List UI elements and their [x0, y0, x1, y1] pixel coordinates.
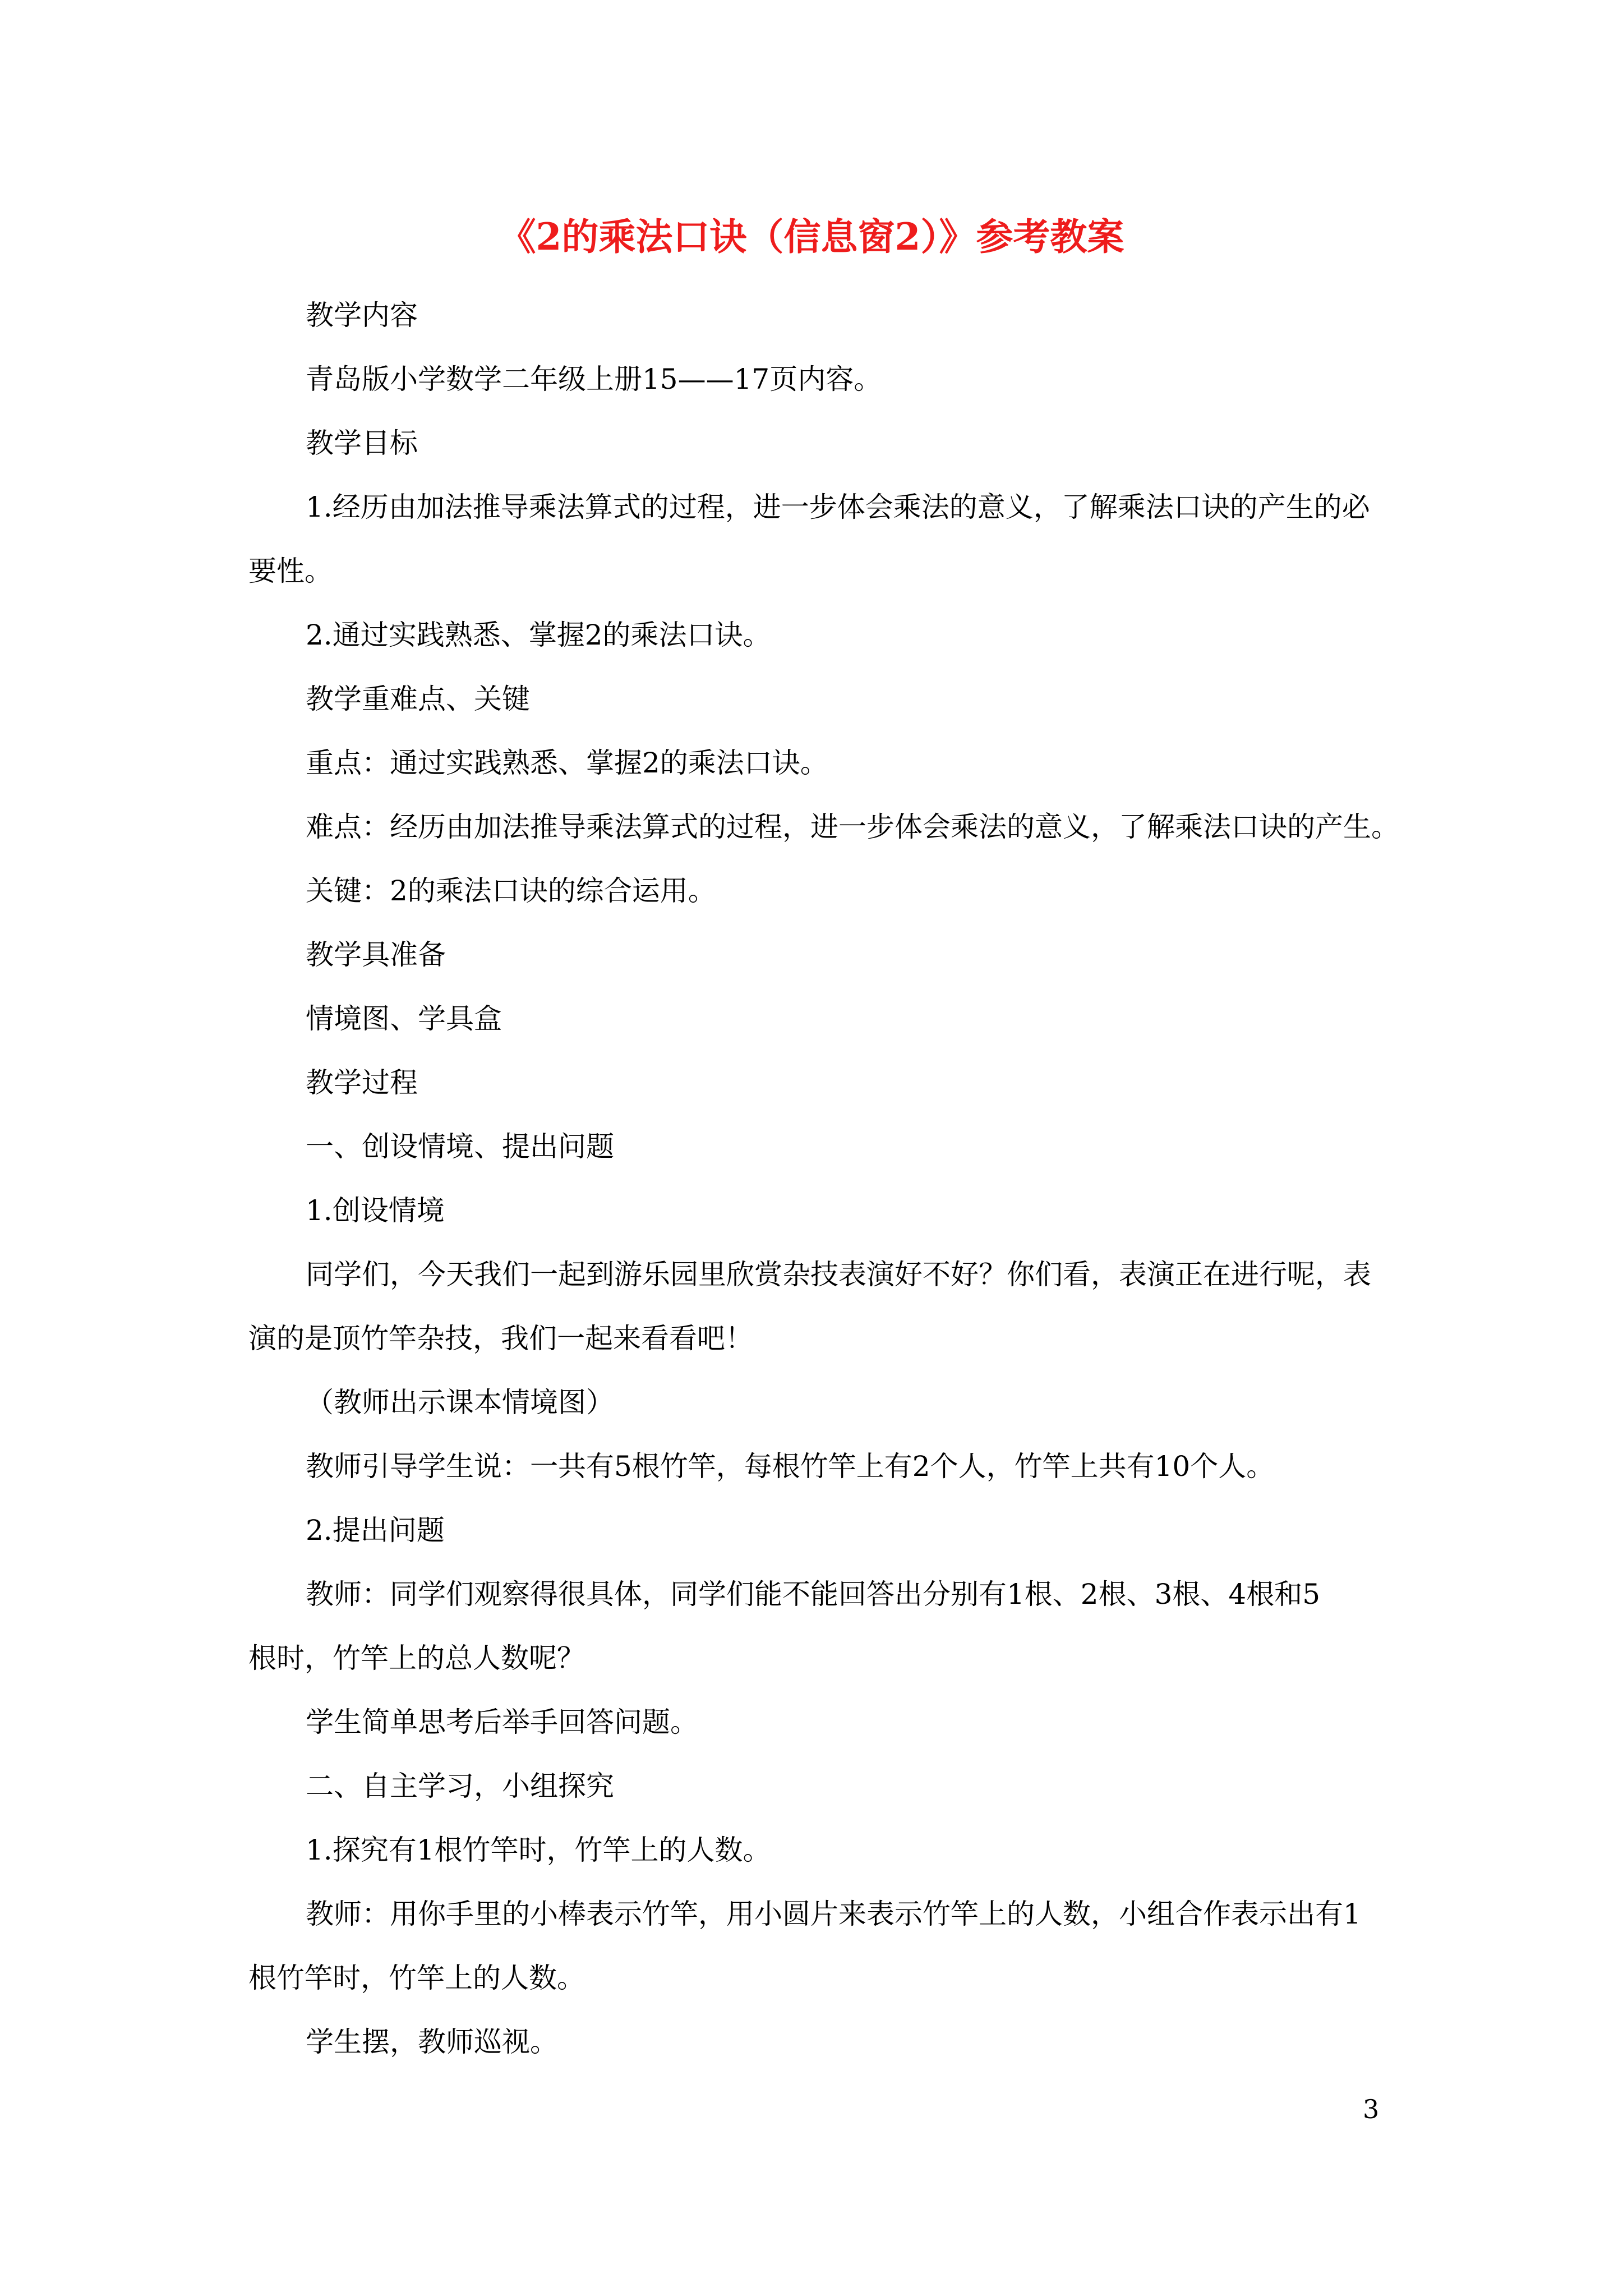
paragraph-scenario-line-2: 演的是顶竹竿杂技，我们一起来看看吧！ — [248, 1322, 753, 1355]
goal-1-line-2: 要性。 — [248, 555, 333, 587]
sub-step-1-1: 1.创设情境 — [306, 1194, 445, 1227]
paragraph-teacher-guides: 教师引导学生说：一共有5根竹竿，每根竹竿上有2个人，竹竿上共有10个人。 — [306, 1450, 1275, 1483]
document-title: 《2的乘法口诀（信息窗2）》参考教案 — [499, 215, 1124, 259]
section-heading-key-points: 教学重难点、关键 — [306, 683, 530, 715]
key-point-key: 关键：2的乘法口诀的综合运用。 — [306, 875, 716, 907]
sub-step-2-1: 1.探究有1根竹竿时，竹竿上的人数。 — [306, 1834, 771, 1866]
goal-1-line-1: 1.经历由加法推导乘法算式的过程，进一步体会乘法的意义，了解乘法口诀的产生的必 — [306, 491, 1370, 523]
paragraph-question-line-1: 教师：同学们观察得很具体，同学们能不能回答出分别有1根、2根、3根、4根和5 — [306, 1578, 1321, 1611]
paragraph-teacher-instruction-line-1: 教师：用你手里的小棒表示竹竿，用小圆片来表示竹竿上的人数，小组合作表示出有1 — [306, 1898, 1361, 1930]
key-point-difficulty: 难点：经历由加法推导乘法算式的过程，进一步体会乘法的意义，了解乘法口诀的产生。 — [306, 811, 1399, 843]
goal-2: 2.通过实践熟悉、掌握2的乘法口诀。 — [306, 619, 771, 651]
section-heading-content: 教学内容 — [306, 299, 418, 332]
page-number: 3 — [1363, 2094, 1380, 2124]
key-point-focus: 重点：通过实践熟悉、掌握2的乘法口诀。 — [306, 747, 828, 779]
paragraph-scenario-line-1: 同学们，今天我们一起到游乐园里欣赏杂技表演好不好？你们看，表演正在进行呢，表 — [306, 1258, 1371, 1291]
paragraph-content: 青岛版小学数学二年级上册15——17页内容。 — [306, 363, 882, 395]
paragraph-materials: 情境图、学具盒 — [306, 1002, 502, 1035]
step-heading-2: 二、自主学习，小组探究 — [306, 1770, 614, 1802]
section-heading-process: 教学过程 — [306, 1066, 418, 1099]
paragraph-question-line-2: 根时，竹竿上的总人数呢？ — [248, 1642, 585, 1674]
paragraph-students-arrange: 学生摆，教师巡视。 — [306, 2026, 558, 2058]
section-heading-materials: 教学具准备 — [306, 938, 446, 971]
section-heading-goals: 教学目标 — [306, 427, 418, 459]
paragraph-teacher-shows: （教师出示课本情境图） — [306, 1386, 614, 1419]
sub-step-1-2: 2.提出问题 — [306, 1514, 445, 1547]
paragraph-students-answer: 学生简单思考后举手回答问题。 — [306, 1706, 698, 1738]
step-heading-1: 一、创设情境、提出问题 — [306, 1130, 614, 1163]
paragraph-teacher-instruction-line-2: 根竹竿时，竹竿上的人数。 — [248, 1962, 585, 1994]
